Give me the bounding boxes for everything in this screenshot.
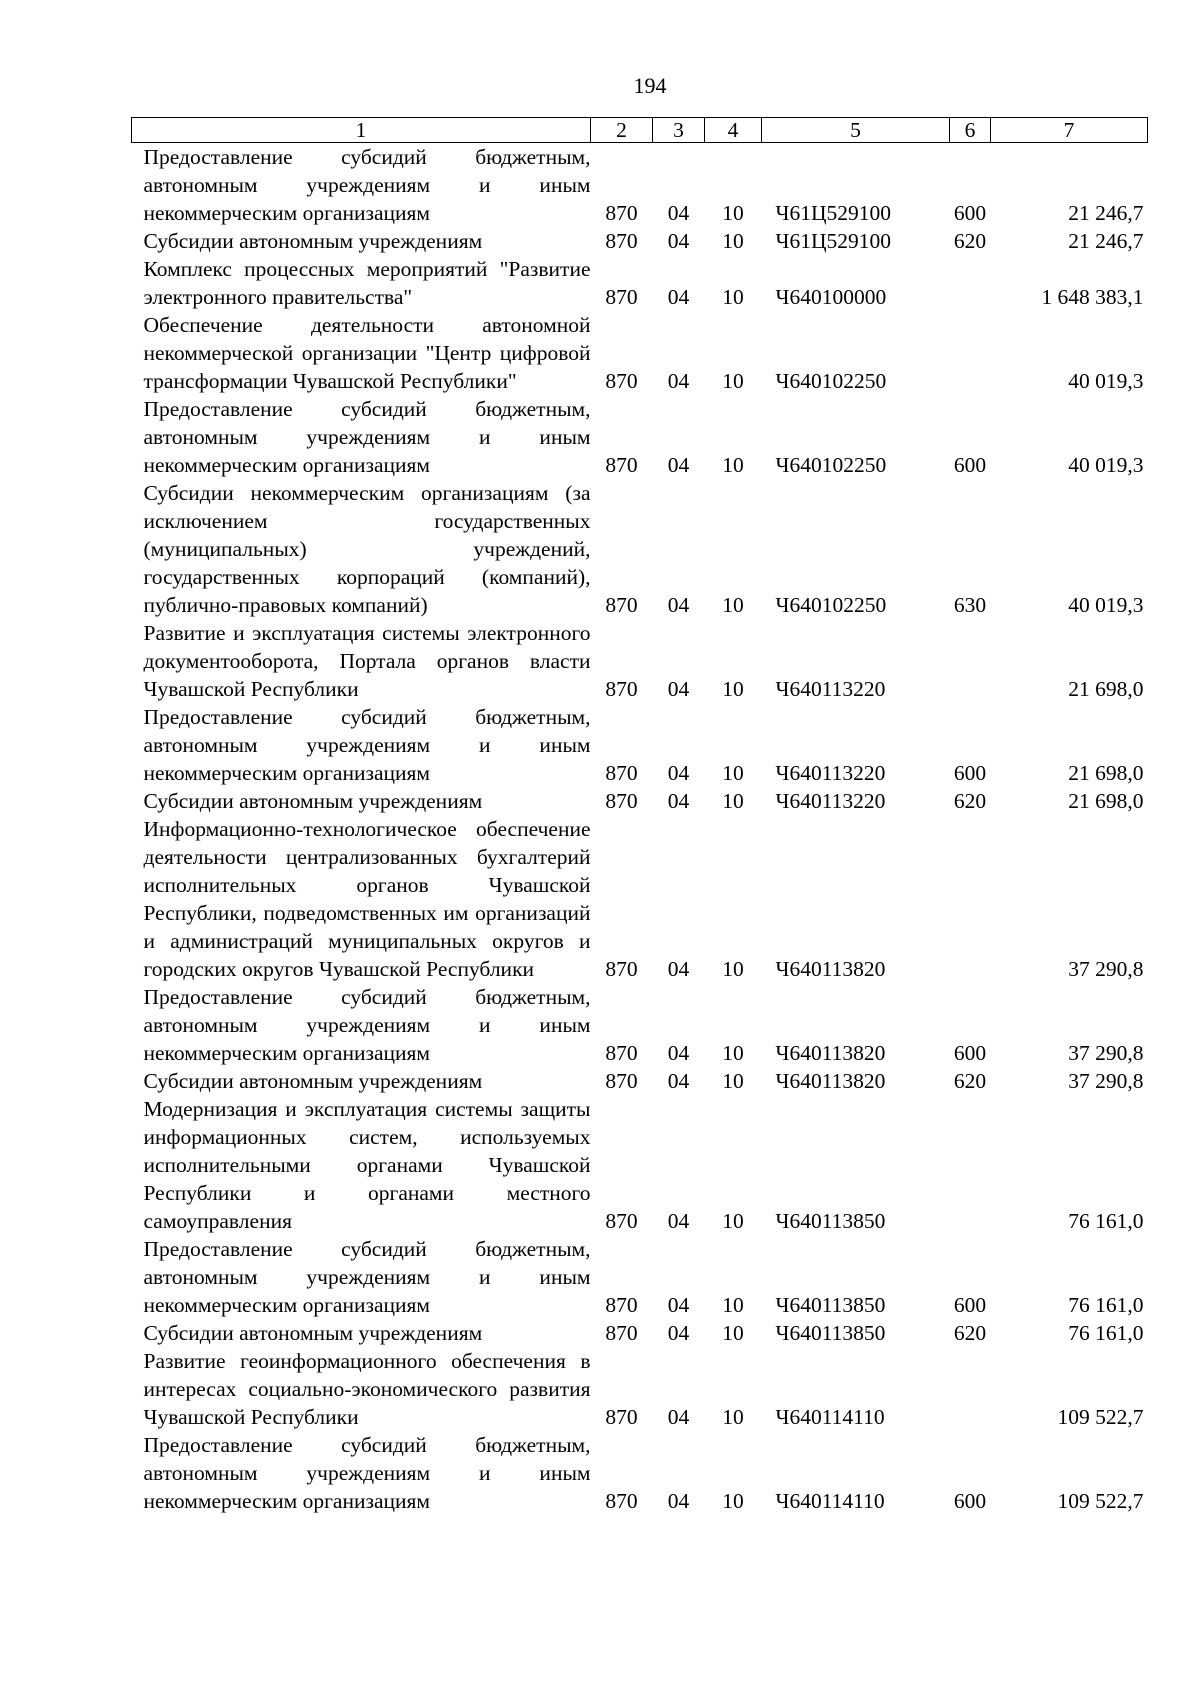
- row-amount: 21 698,0: [1068, 761, 1144, 785]
- row-section-code: 04: [667, 789, 690, 813]
- row-subsection-code: 10: [722, 1405, 744, 1429]
- row-ved-code: 870: [605, 957, 638, 981]
- row-ved-code: 870: [605, 1293, 638, 1317]
- row-amount: 40 019,3: [1068, 369, 1144, 393]
- row-target-article: Ч640113220: [775, 677, 886, 701]
- row-section-code: 04: [667, 1069, 690, 1093]
- row-subsection-code: 10: [722, 1069, 744, 1093]
- row-ved-code: 870: [605, 201, 638, 225]
- table-row: [132, 787, 1148, 815]
- row-section-code: 04: [667, 1321, 690, 1345]
- table-row: [132, 1067, 1148, 1095]
- row-subsection-code: 10: [722, 285, 744, 309]
- row-ved-code: 870: [605, 1489, 638, 1513]
- row-name: Обеспечение деятельности автономной некоммерческой организации "Центр цифровой трансформации Чувашской Республики": [143, 313, 591, 393]
- budget-table: [131, 117, 1148, 1515]
- table-row: [132, 1431, 1148, 1515]
- row-expense-type: 620: [953, 1321, 987, 1345]
- row-name: Субсидии автономным учреждениям: [143, 229, 483, 253]
- row-ved-code: 870: [605, 789, 638, 813]
- row-subsection-code: 10: [722, 789, 744, 813]
- row-section-code: 04: [667, 1209, 690, 1233]
- row-section-code: 04: [667, 593, 690, 617]
- row-amount: 40 019,3: [1068, 453, 1144, 477]
- row-name: Предоставление субсидий бюджетным, автономным учреждениям и иным некоммерческим организациям: [143, 397, 591, 477]
- table-row: [132, 1095, 1148, 1235]
- table-row: [132, 479, 1148, 619]
- row-section-code: 04: [667, 369, 690, 393]
- table-row: [132, 255, 1148, 311]
- table-row: [132, 1319, 1148, 1347]
- row-amount: 37 290,8: [1068, 1069, 1144, 1093]
- table-row: [132, 227, 1148, 255]
- row-subsection-code: 10: [722, 453, 744, 477]
- row-expense-type: 600: [953, 1041, 987, 1065]
- row-name: Субсидии автономным учреждениям: [143, 1321, 483, 1345]
- row-target-article: Ч640102250: [775, 593, 887, 617]
- row-amount: 37 290,8: [1068, 957, 1144, 981]
- table-row: [132, 619, 1148, 703]
- row-expense-type: 630: [953, 593, 987, 617]
- row-subsection-code: 10: [722, 201, 744, 225]
- table-body: [132, 143, 1148, 1516]
- row-ved-code: 870: [605, 285, 638, 309]
- row-section-code: 04: [667, 1489, 690, 1513]
- row-expense-type: 600: [953, 201, 987, 225]
- row-expense-type: 600: [953, 453, 987, 477]
- row-expense-type: 620: [953, 1069, 987, 1093]
- row-target-article: Ч640113220: [775, 789, 886, 813]
- column-header-1: 1: [132, 118, 591, 143]
- row-ved-code: 870: [605, 1321, 638, 1345]
- row-amount: 76 161,0: [1068, 1321, 1144, 1345]
- table-row: [132, 815, 1148, 983]
- row-target-article: Ч640102250: [775, 453, 887, 477]
- row-amount: 21 246,7: [1068, 229, 1144, 253]
- row-expense-type: [950, 255, 991, 311]
- row-target-article: Ч640113820: [775, 1041, 886, 1065]
- column-header-3: 3: [653, 118, 705, 143]
- row-name: Предоставление субсидий бюджетным, автономным учреждениям и иным некоммерческим организациям: [143, 1237, 591, 1317]
- row-section-code: 04: [667, 1041, 690, 1065]
- row-target-article: Ч640114110: [775, 1405, 885, 1429]
- row-subsection-code: 10: [722, 1321, 744, 1345]
- row-name: Развитие и эксплуатация системы электронного документооборота, Портала органов власти Чувашской Республики: [143, 621, 591, 701]
- header-row: [132, 118, 1148, 143]
- row-subsection-code: 10: [722, 1293, 744, 1317]
- row-amount: 21 246,7: [1068, 201, 1144, 225]
- row-name: Информационно-технологическое обеспечение деятельности централизованных бухгалтерий исполнительных органов Чувашской Республики, подведомственных им организаций и администраций муниципальных округов и городских округов Чувашской Республики: [143, 817, 591, 981]
- row-target-article: Ч61Ц529100: [775, 201, 891, 225]
- row-ved-code: 870: [605, 229, 638, 253]
- row-amount: 37 290,8: [1068, 1041, 1144, 1065]
- row-ved-code: 870: [605, 593, 638, 617]
- table-row: [132, 1235, 1148, 1319]
- row-section-code: 04: [667, 957, 690, 981]
- row-expense-type: [950, 1347, 991, 1431]
- row-target-article: Ч640113850: [775, 1293, 886, 1317]
- table-row: [132, 1347, 1148, 1431]
- table-row: [132, 703, 1148, 787]
- row-target-article: Ч640114110: [775, 1489, 885, 1513]
- row-target-article: Ч640102250: [775, 369, 887, 393]
- row-section-code: 04: [667, 229, 690, 253]
- row-name: Предоставление субсидий бюджетным, автономным учреждениям и иным некоммерческим организациям: [143, 985, 591, 1065]
- column-header-7: 7: [991, 118, 1148, 143]
- row-subsection-code: 10: [722, 957, 744, 981]
- column-header-2: 2: [591, 118, 653, 143]
- row-subsection-code: 10: [722, 761, 744, 785]
- row-amount: 76 161,0: [1068, 1293, 1144, 1317]
- row-subsection-code: 10: [722, 369, 744, 393]
- row-target-article: Ч640113220: [775, 761, 886, 785]
- row-name: Субсидии автономным учреждениям: [143, 1069, 483, 1093]
- row-section-code: 04: [667, 761, 690, 785]
- row-name: Предоставление субсидий бюджетным, автономным учреждениям и иным некоммерческим организациям: [143, 705, 591, 785]
- row-expense-type: [950, 619, 991, 703]
- row-amount: 109 522,7: [1057, 1489, 1144, 1513]
- column-header-4: 4: [705, 118, 762, 143]
- row-expense-type: [950, 311, 991, 395]
- row-name: Модернизация и эксплуатация системы защиты информационных систем, используемых исполнительными органами Чувашской Республики и органами местного самоуправления: [143, 1097, 591, 1233]
- row-subsection-code: 10: [722, 1489, 744, 1513]
- row-section-code: 04: [667, 453, 690, 477]
- column-header-6: 6: [950, 118, 991, 143]
- row-name: Комплекс процессных мероприятий "Развитие электронного правительства": [143, 257, 591, 309]
- row-target-article: Ч640113850: [775, 1321, 886, 1345]
- row-expense-type: [950, 815, 991, 983]
- row-ved-code: 870: [605, 677, 638, 701]
- row-ved-code: 870: [605, 1209, 638, 1233]
- row-subsection-code: 10: [722, 593, 744, 617]
- row-ved-code: 870: [605, 369, 638, 393]
- row-name: Субсидии некоммерческим организациям (за исключением государственных (муниципальных) учреждений, государственных корпораций (компаний), публично-правовых компаний): [143, 481, 591, 617]
- row-target-article: Ч640100000: [775, 285, 887, 309]
- row-name: Субсидии автономным учреждениям: [143, 789, 483, 813]
- row-expense-type: [950, 1095, 991, 1235]
- row-subsection-code: 10: [722, 677, 744, 701]
- row-name: Предоставление субсидий бюджетным, автономным учреждениям и иным некоммерческим организациям: [143, 1433, 591, 1513]
- row-amount: 40 019,3: [1068, 593, 1144, 617]
- row-section-code: 04: [667, 1293, 690, 1317]
- column-header-5: 5: [762, 118, 950, 143]
- table-row: [132, 311, 1148, 395]
- row-section-code: 04: [667, 285, 690, 309]
- row-target-article: Ч640113820: [775, 957, 886, 981]
- row-amount: 21 698,0: [1068, 789, 1144, 813]
- row-ved-code: 870: [605, 761, 638, 785]
- row-section-code: 04: [667, 677, 690, 701]
- row-subsection-code: 10: [722, 1209, 744, 1233]
- row-target-article: Ч640113850: [775, 1209, 886, 1233]
- row-section-code: 04: [667, 201, 690, 225]
- row-ved-code: 870: [605, 1069, 638, 1093]
- table-row: [132, 983, 1148, 1067]
- table-row: [132, 395, 1148, 479]
- page-number: 194: [633, 73, 667, 98]
- row-target-article: Ч640113820: [775, 1069, 886, 1093]
- row-ved-code: 870: [605, 1405, 638, 1429]
- row-name: Развитие геоинформационного обеспечения в интересах социально-экономического развития Чувашской Республики: [143, 1349, 591, 1429]
- row-ved-code: 870: [605, 1041, 638, 1065]
- row-subsection-code: 10: [722, 1041, 744, 1065]
- row-name: Предоставление субсидий бюджетным, автономным учреждениям и иным некоммерческим организациям: [143, 145, 591, 225]
- row-expense-type: 620: [953, 789, 987, 813]
- row-amount: 1 648 383,1: [1041, 285, 1144, 309]
- row-expense-type: 600: [953, 1489, 987, 1513]
- row-amount: 76 161,0: [1068, 1209, 1144, 1233]
- row-target-article: Ч61Ц529100: [775, 229, 891, 253]
- row-subsection-code: 10: [722, 229, 744, 253]
- row-amount: 21 698,0: [1068, 677, 1144, 701]
- row-expense-type: 600: [953, 1293, 987, 1317]
- row-ved-code: 870: [605, 453, 638, 477]
- row-expense-type: 620: [953, 229, 987, 253]
- row-amount: 109 522,7: [1057, 1405, 1144, 1429]
- table-row: [132, 143, 1148, 228]
- row-expense-type: 600: [953, 761, 987, 785]
- row-section-code: 04: [667, 1405, 690, 1429]
